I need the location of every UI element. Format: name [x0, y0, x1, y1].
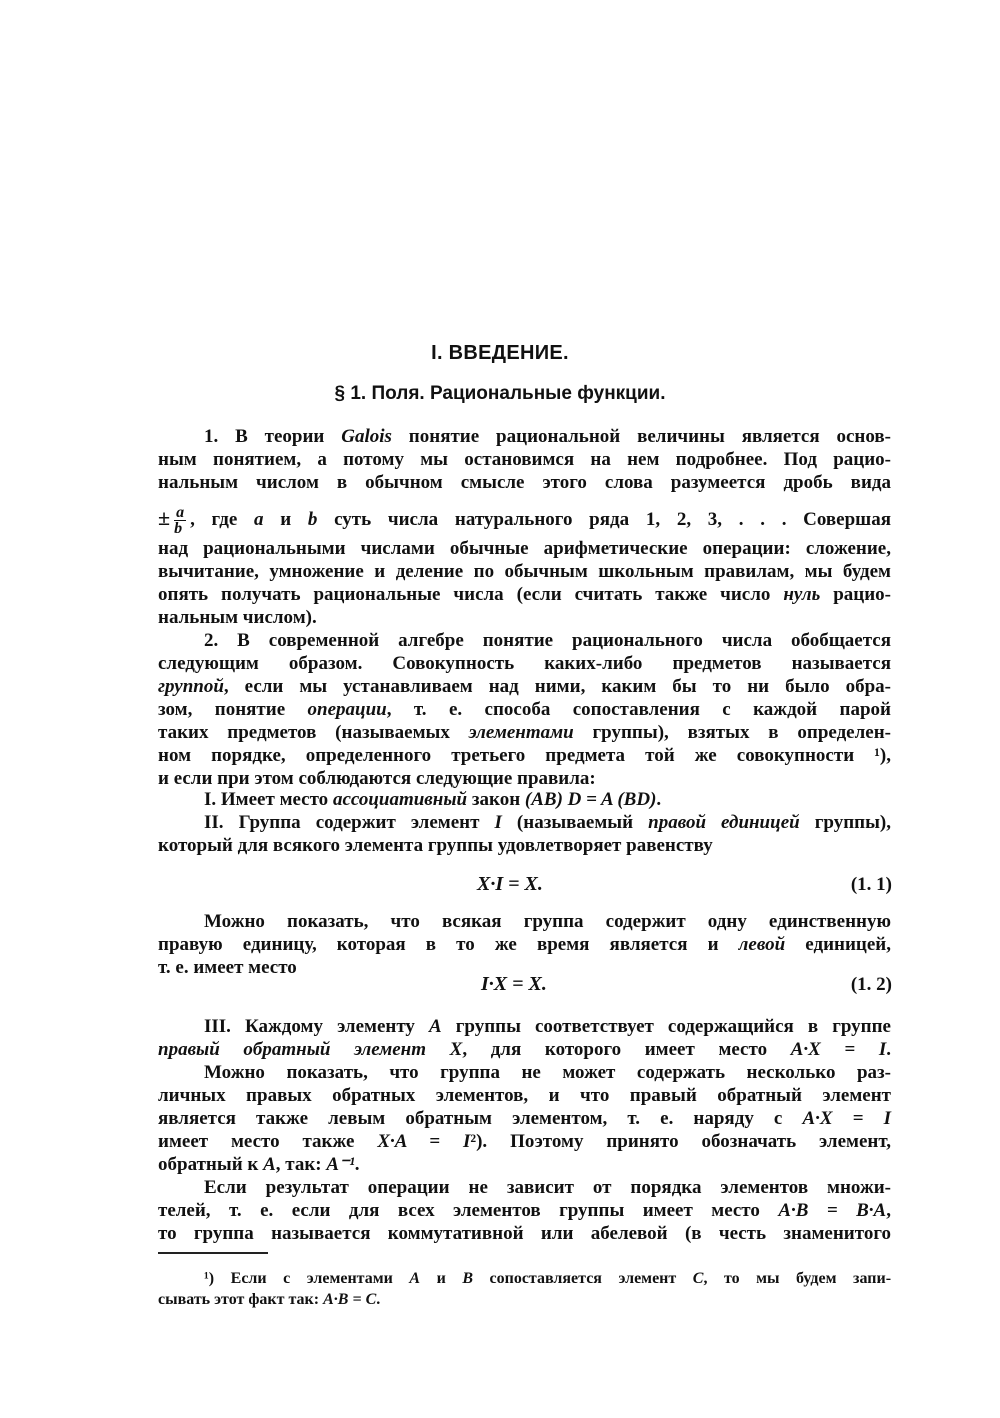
text-line	[158, 584, 891, 606]
footnote-separator	[158, 1252, 268, 1254]
italic-term: A⁻¹	[326, 1154, 355, 1175]
text-run: II. Группа содержит элемент	[204, 812, 495, 833]
text-run: , т. е. способа сопоставления с каждой парой	[386, 699, 891, 720]
text-run: .	[886, 1039, 892, 1060]
text-line	[158, 1154, 891, 1176]
text-run: над рациональными числами обычные арифметические операции: сложение,	[158, 538, 891, 559]
text-run: , если мы устанавливаем над ними, каким бы то ни было обра-	[223, 676, 891, 697]
text-run: опять получать рациональные числа (если считать также число	[158, 584, 784, 605]
text-run: понятие рациональной величины является основ-	[391, 426, 891, 447]
italic-term: ассоциативный	[332, 789, 468, 810]
italic-term: b	[307, 508, 318, 530]
text-run: суть числа натурального ряда 1, 2, 3, . . . Совершая	[317, 508, 891, 530]
text-run: (называемый	[501, 812, 649, 833]
text-line	[158, 449, 891, 471]
italic-term: I	[494, 812, 502, 833]
equation-number-1-2: (1. 2)	[850, 974, 892, 995]
text-run: , где	[190, 508, 254, 530]
text-run: и если при этом соблюдаются следующие правила:	[158, 768, 596, 789]
italic-term: a	[254, 508, 264, 530]
text-run: , так:	[275, 1154, 327, 1175]
italic-term: левой	[738, 934, 786, 955]
text-run: , для которого имеет место	[462, 1039, 791, 1060]
italic-term: правый обратный элемент	[158, 1039, 427, 1060]
text-run: вычитание, умножение и деление по обычным школьным правилам, мы будем	[158, 561, 891, 582]
text-line	[158, 835, 891, 857]
text-line	[158, 812, 891, 834]
text-run: имеет место также	[158, 1131, 378, 1152]
equation-1-1: X·I = X.	[477, 873, 543, 895]
fraction-denominator: b	[174, 520, 183, 537]
text-line	[158, 911, 891, 933]
text-line	[158, 1062, 891, 1084]
text-run: таких предметов (называемых	[158, 722, 469, 743]
equation-1-2: I·X = X.	[481, 973, 547, 995]
text-run: Можно показать, что всякая группа содержит одну единственную	[204, 911, 891, 932]
text-line	[158, 561, 891, 583]
text-run: .	[656, 789, 662, 810]
text-run: .	[376, 1291, 381, 1308]
text-line	[158, 1108, 891, 1130]
text-run: III. Каждому элементу	[204, 1016, 429, 1037]
text-line	[158, 722, 891, 744]
italic-term: C	[692, 1270, 704, 1287]
text-line	[158, 426, 891, 448]
text-run: закон	[467, 789, 525, 810]
text-run: который для всякого элемента группы удовлетворяет равенству	[158, 835, 713, 856]
text-run: Можно показать, что группа не может содержать несколько раз-	[204, 1062, 891, 1083]
text-run: нальным числом).	[158, 607, 317, 628]
text-line	[158, 630, 891, 652]
text-line	[158, 472, 891, 494]
text-run: следующим образом. Совокупность каких-либо предметов называется	[158, 653, 891, 674]
italic-term: X	[449, 1039, 463, 1060]
text-run: т. е. имеет место	[158, 957, 297, 978]
plus-minus-sign: ±	[158, 504, 171, 530]
text-run: единицей,	[785, 934, 892, 955]
text-line	[158, 1085, 891, 1107]
text-line	[158, 745, 891, 767]
italic-term: A·X = I	[790, 1039, 887, 1060]
text-run: обратный к	[158, 1154, 264, 1175]
text-run: нальным числом в обычном смысле этого слова разумеется дробь вида	[158, 472, 891, 493]
italic-term: A·X = I	[802, 1108, 891, 1129]
text-run: сывать этот факт так:	[158, 1291, 324, 1308]
text-line	[158, 1016, 891, 1038]
italic-term: A	[263, 1154, 276, 1175]
italic-term: группой	[158, 676, 224, 697]
fraction-numerator: a	[176, 504, 185, 521]
chapter-heading: I. ВВЕДЕНИЕ.	[431, 342, 569, 364]
text-line	[158, 653, 891, 675]
italic-term: (AB) D = A (BD)	[524, 789, 657, 810]
text-line	[158, 1223, 891, 1245]
italic-term: A·B = C	[323, 1291, 377, 1308]
text-run: , то мы будем запи-	[703, 1270, 892, 1287]
text-run	[426, 1039, 450, 1060]
italic-term: операции	[307, 699, 387, 720]
italic-term: правой единицей	[648, 812, 800, 833]
text-line	[158, 1131, 891, 1153]
text-run: 1. В теории	[204, 426, 342, 447]
italic-term: нуль	[783, 584, 821, 605]
text-run: является также левым обратным элементом, т. е. наряду с	[158, 1108, 803, 1129]
text-run: 2. В современной алгебре понятие рационального числа обобщается	[204, 630, 891, 651]
text-run: ²). Поэтому принято обозначать элемент,	[470, 1131, 891, 1152]
text-run: ,	[886, 1200, 891, 1221]
text-run: личных правых обратных элементов, и что правый обратный элемент	[158, 1085, 891, 1106]
text-line	[158, 505, 891, 536]
text-run: Если результат операции не зависит от порядка элементов множи-	[204, 1177, 891, 1198]
text-line	[158, 607, 891, 629]
text-run: группы),	[799, 812, 891, 833]
italic-term: A	[429, 1016, 442, 1037]
text-line	[158, 768, 891, 790]
text-line	[158, 934, 891, 956]
text-run: то группа называется коммутативной или абелевой (в честь знаменитого	[158, 1223, 891, 1244]
text-run: ¹) Если с элементами	[204, 1270, 410, 1287]
text-run: ном порядке, определенного третьего предмета той же совокупности ¹),	[158, 745, 891, 766]
footnote-line	[158, 1268, 891, 1290]
italic-term: A	[409, 1270, 421, 1287]
text-run: и	[263, 508, 308, 530]
text-line	[158, 538, 891, 560]
text-run: I. Имеет место	[204, 789, 333, 810]
text-run: группы соответствует содержащийся в группе	[441, 1016, 891, 1037]
text-run: зом, понятие	[158, 699, 308, 720]
footnote-line	[158, 1289, 891, 1311]
italic-term: элементами	[468, 722, 574, 743]
italic-term: B	[462, 1270, 473, 1287]
italic-term: Galois	[341, 426, 392, 447]
text-run: сопоставляется элемент	[472, 1270, 693, 1287]
text-run: и	[420, 1270, 463, 1287]
text-line	[158, 1177, 891, 1199]
italic-term: X·A = I	[377, 1131, 471, 1152]
text-run: телей, т. е. если для всех элементов группы имеет место	[158, 1200, 779, 1221]
text-run: правую единицу, которая в то же время является и	[158, 934, 739, 955]
text-line	[158, 1200, 891, 1222]
text-run: .	[354, 1154, 360, 1175]
text-line	[158, 1039, 891, 1061]
text-run: рацио-	[820, 584, 892, 605]
text-run: группы), взятых в определен-	[573, 722, 891, 743]
text-line	[158, 789, 891, 811]
fraction	[174, 505, 186, 536]
equation-number-1-1: (1. 1)	[850, 874, 892, 895]
italic-term: A·B = B·A	[778, 1200, 887, 1221]
section-heading: § 1. Поля. Рациональные функции.	[334, 383, 666, 404]
text-line	[158, 676, 891, 698]
text-line	[158, 699, 891, 721]
text-run: ным понятием, а потому мы остановимся на нем подробнее. Под рацио-	[158, 449, 891, 470]
